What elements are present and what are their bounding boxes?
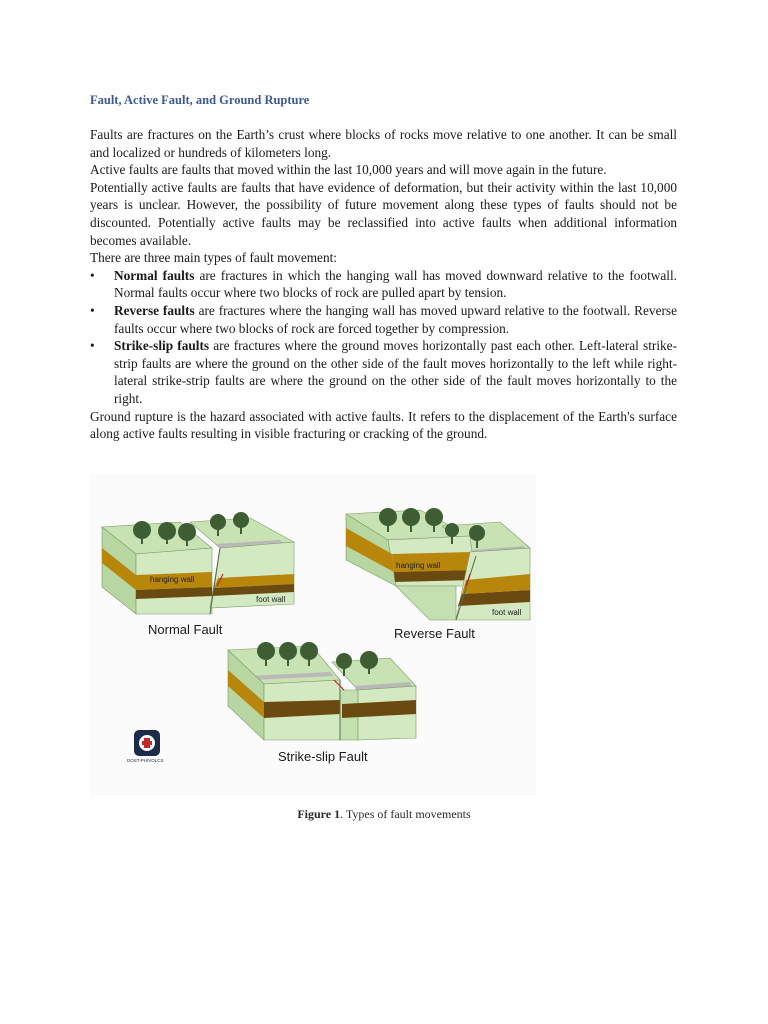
normal-fault-label: Normal Fault: [148, 622, 223, 637]
reverse-foot-wall-label: foot wall: [492, 608, 522, 617]
term-normal-faults: Normal faults: [114, 267, 195, 283]
list-item-reverse: [90, 302, 677, 337]
reverse-fault-block: [346, 508, 530, 641]
normal-hanging-wall-label: hanging wall: [150, 575, 195, 584]
reverse-hanging-wall-label: hanging wall: [396, 561, 441, 570]
paragraph-potentially-active: Potentially active faults are faults that have evidence of deformation, but their activity within the last 10,000 years is unclear. However, the possibility of future movement along these types of faults should not be discounted. Potentially active faults may be reclassified into active faults when additional information becomes available.: [90, 179, 677, 248]
paragraph-types-intro: There are three main types of fault movement:: [90, 250, 337, 266]
definition-normal-faults: are fractures in which the hanging wall has moved downward relative to the footwall. Normal faults occur where two blocks of rock are pulled apart by tension.: [114, 267, 677, 301]
definition-reverse-faults: are fractures where the hanging wall has moved upward relative to the footwall. Reverse faults occur where two blocks of rock are forced together by compression.: [114, 302, 677, 336]
fault-types-figure: [90, 474, 536, 796]
bullet-glyph: •: [90, 267, 95, 283]
fault-diagram: [90, 474, 536, 796]
figure-caption: [0, 807, 768, 822]
phivolcs-logo: [127, 730, 164, 763]
strike-slip-fault-block: [228, 642, 416, 764]
bullet-glyph: •: [90, 338, 95, 354]
paragraph-active-faults: Active faults are faults that moved within the last 10,000 years and will move again in the future.: [90, 162, 607, 178]
reverse-fault-label: Reverse Fault: [394, 626, 475, 641]
caption-label: Figure 1: [297, 807, 341, 821]
paragraph-ground-rupture: Ground rupture is the hazard associated with active faults. It refers to the displacement of the Earth's surface along active faults resulting in visible fracturing or cracking of the ground.: [90, 408, 677, 442]
strike-slip-fault-label: Strike-slip Fault: [278, 749, 368, 764]
normal-foot-wall-label: foot wall: [256, 595, 286, 604]
normal-fault-block: [102, 512, 294, 637]
document-title: Fault, Active Fault, and Ground Rupture: [90, 93, 310, 107]
list-item-normal: [90, 267, 677, 302]
definition-strike-slip-faults: are fractures where the ground moves horizontally past each other. Left-lateral strike-strip faults are where the ground on the other side of the fault moves horizontally to the left while right-lateral strike-strip faults are where the ground on the other side of the fault moves horizontally to the right.: [114, 338, 678, 406]
list-item-strike-slip: [90, 337, 677, 407]
caption-text: . Types of fault movements: [340, 807, 471, 821]
term-reverse-faults: Reverse faults: [114, 302, 195, 318]
term-strike-slip-faults: Strike-slip faults: [114, 338, 210, 354]
bullet-glyph: •: [90, 302, 95, 318]
document-body: [90, 126, 677, 443]
logo-text: DOST-PHIVOLCS: [127, 758, 164, 763]
fault-types-list: [90, 267, 677, 408]
paragraph-faults: Faults are fractures on the Earth’s crust where blocks of rocks move relative to one another. It can be small and localized or hundreds of kilometers long.: [90, 127, 677, 160]
